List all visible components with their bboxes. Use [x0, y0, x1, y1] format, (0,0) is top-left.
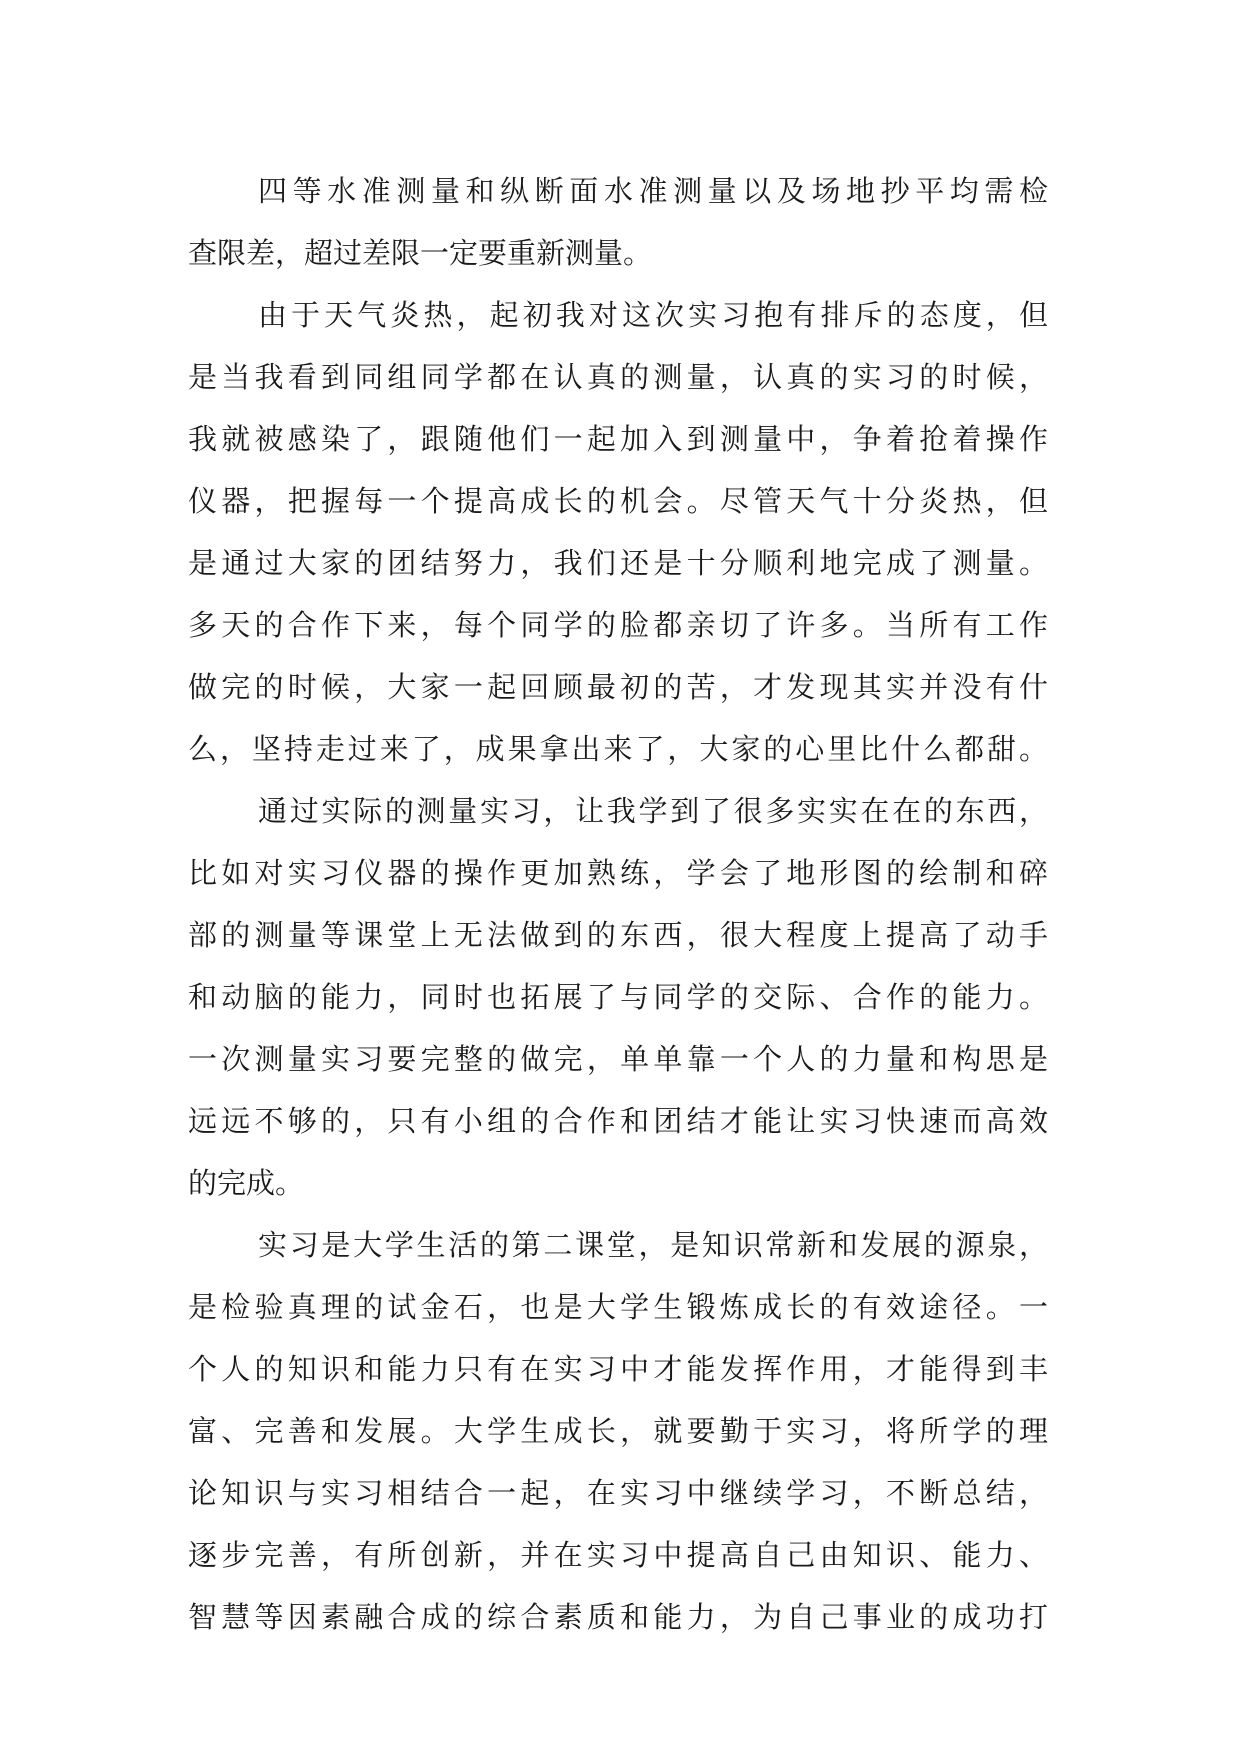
text-line: 是通过大家的团结努力，我们还是十分顺利地完成了测量。	[188, 546, 1048, 580]
text-line: 查限差，超过差限一定要重新测量。	[188, 236, 653, 270]
text-line: 部的测量等课堂上无法做到的东西，很大程度上提高了动手	[188, 918, 1048, 952]
text-line: 是当我看到同组同学都在认真的测量，认真的实习的时候，	[188, 360, 1048, 394]
text-line: 逐步完善，有所创新，并在实习中提高自己由知识、能力、	[188, 1538, 1048, 1572]
text-line: 多天的合作下来，每个同学的脸都亲切了许多。当所有工作	[188, 608, 1048, 642]
text-line: 通过实际的测量实习，让我学到了很多实实在在的东西，	[258, 794, 1048, 828]
text-line: 富、完善和发展。大学生成长，就要勤于实习，将所学的理	[188, 1414, 1048, 1448]
text-line: 一次测量实习要完整的做完，单单靠一个人的力量和构思是	[188, 1042, 1048, 1076]
text-line: 个人的知识和能力只有在实习中才能发挥作用，才能得到丰	[188, 1352, 1048, 1386]
text-line: 由于天气炎热，起初我对这次实习抱有排斥的态度，但	[258, 298, 1048, 332]
text-line: 仪器，把握每一个提高成长的机会。尽管天气十分炎热，但	[188, 484, 1048, 518]
text-line: 么，坚持走过来了，成果拿出来了，大家的心里比什么都甜。	[188, 732, 1048, 766]
text-line: 是检验真理的试金石，也是大学生锻炼成长的有效途径。一	[188, 1290, 1048, 1324]
text-line: 智慧等因素融合成的综合素质和能力，为自己事业的成功打	[188, 1600, 1048, 1634]
text-line: 实习是大学生活的第二课堂，是知识常新和发展的源泉，	[258, 1228, 1048, 1262]
body-text	[188, 160, 1048, 1648]
text-line: 的完成。	[188, 1166, 305, 1200]
text-line: 四等水准测量和纵断面水准测量以及场地抄平均需检	[258, 174, 1048, 208]
text-line: 比如对实习仪器的操作更加熟练，学会了地形图的绘制和碎	[188, 856, 1048, 890]
text-line: 和动脑的能力，同时也拓展了与同学的交际、合作的能力。	[188, 980, 1048, 1014]
text-line: 远远不够的，只有小组的合作和团结才能让实习快速而高效	[188, 1104, 1048, 1138]
text-line: 论知识与实习相结合一起，在实习中继续学习，不断总结，	[188, 1476, 1048, 1510]
text-line: 做完的时候，大家一起回顾最初的苦，才发现其实并没有什	[188, 670, 1048, 704]
text-line: 我就被感染了，跟随他们一起加入到测量中，争着抢着操作	[188, 422, 1048, 456]
